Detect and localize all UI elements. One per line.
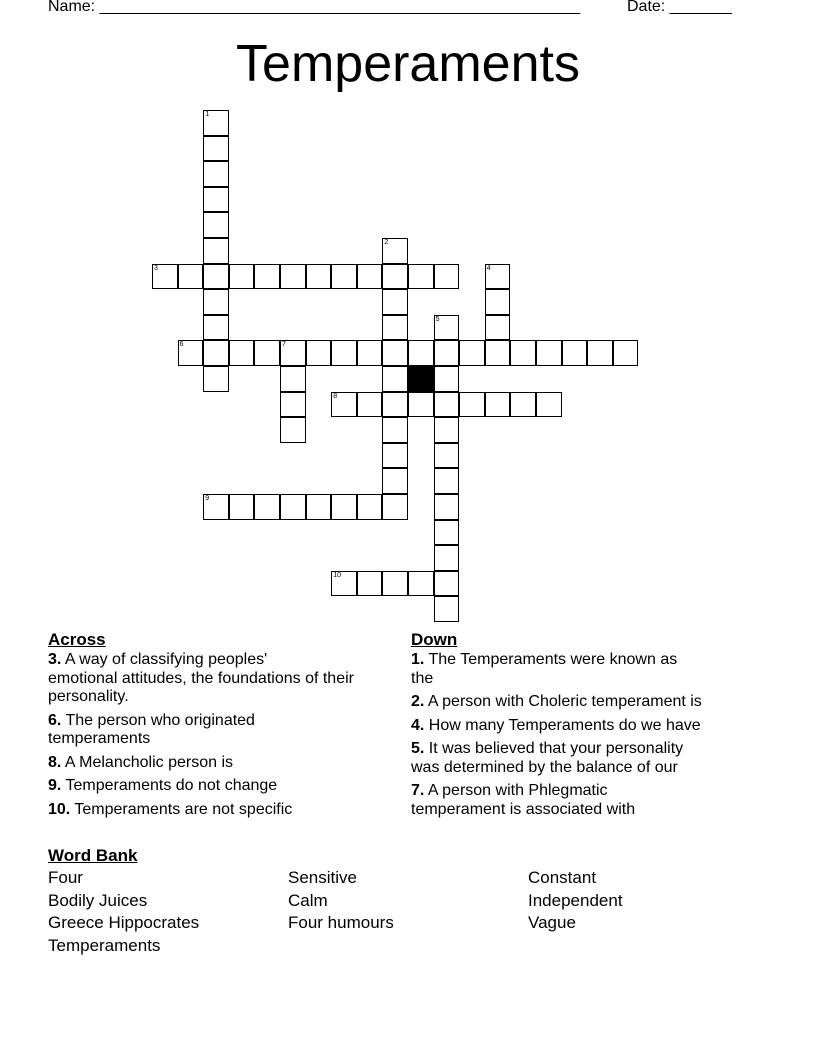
crossword-cell[interactable] — [280, 340, 306, 366]
crossword-cell[interactable] — [357, 340, 383, 366]
clue-text: personality. — [48, 688, 129, 705]
clue-text: was determined by the balance of our — [411, 758, 678, 776]
crossword-cell[interactable] — [280, 392, 306, 418]
crossword-cell[interactable] — [536, 392, 562, 418]
across-clues — [48, 630, 408, 824]
crossword-cell[interactable] — [485, 264, 511, 290]
crossword-cell[interactable] — [382, 366, 408, 392]
crossword-cell[interactable] — [280, 264, 306, 290]
crossword-cell[interactable] — [357, 494, 383, 520]
crossword-cell[interactable] — [382, 238, 408, 264]
word-bank-word: Four — [48, 868, 83, 887]
word-bank-heading: Word Bank — [48, 846, 138, 865]
crossword-cell[interactable] — [382, 571, 408, 597]
crossword-cell[interactable] — [587, 340, 613, 366]
clue-number: 1 — [205, 111, 210, 118]
crossword-cell[interactable] — [306, 264, 332, 290]
down-heading: Down — [411, 630, 458, 649]
crossword-cell[interactable] — [434, 494, 460, 520]
crossword-cell[interactable] — [459, 392, 485, 418]
clue-number: 10. — [48, 800, 71, 818]
clue-number: 4. — [411, 716, 425, 734]
crossword-cell[interactable] — [382, 417, 408, 443]
down-clue — [411, 717, 771, 736]
crossword-cell[interactable] — [382, 494, 408, 520]
word-bank-word: Four humours — [288, 913, 394, 933]
crossword-cell[interactable] — [485, 289, 511, 315]
clue-number: 10 — [333, 571, 341, 579]
crossword-cell[interactable] — [510, 392, 536, 418]
crossword-cell[interactable] — [357, 571, 383, 597]
across-clue — [48, 754, 408, 773]
crossword-cell[interactable] — [434, 571, 460, 597]
clue-text: temperaments — [48, 730, 151, 747]
crossword-cell[interactable] — [203, 315, 229, 341]
crossword-cell[interactable] — [536, 340, 562, 366]
clue-text: A way of classifying peoples' — [64, 651, 268, 668]
word-bank-column — [288, 867, 394, 935]
crossword-cell[interactable] — [434, 315, 460, 341]
clue-number: 6 — [179, 341, 184, 349]
crossword-cell[interactable] — [434, 468, 460, 494]
across-clue — [48, 651, 408, 707]
clue-number: 3. — [48, 651, 62, 668]
clue-number: 8. — [48, 753, 62, 771]
crossword-cell[interactable] — [203, 494, 229, 520]
crossword-cell[interactable] — [152, 264, 178, 290]
crossword-cell[interactable] — [331, 340, 357, 366]
word-bank-word: Calm — [288, 890, 328, 910]
crossword-cell[interactable] — [510, 340, 536, 366]
clue-number: 2 — [384, 239, 389, 246]
clue-number: 3 — [154, 264, 158, 272]
crossword-cell[interactable] — [280, 417, 306, 443]
crossword-cell[interactable] — [408, 571, 434, 597]
crossword-cell[interactable] — [203, 366, 229, 392]
crossword-cell[interactable] — [408, 340, 434, 366]
name-field-label: Name: ______________________________________________________ — [48, 0, 581, 15]
crossword-cell[interactable] — [229, 264, 255, 290]
crossword-cell[interactable] — [254, 494, 280, 520]
crossword-cell[interactable] — [306, 340, 332, 366]
crossword-cell[interactable] — [485, 392, 511, 418]
word-bank-word: Independent — [528, 890, 623, 910]
crossword-cell[interactable] — [357, 392, 383, 418]
crossword-cell[interactable] — [203, 340, 229, 366]
crossword-cell[interactable] — [203, 238, 229, 264]
crossword-cell[interactable] — [382, 443, 408, 469]
crossword-cell[interactable] — [229, 494, 255, 520]
down-clue — [411, 693, 771, 712]
crossword-cell[interactable] — [331, 264, 357, 290]
crossword-cell[interactable] — [331, 571, 357, 597]
clue-text: How many Temperaments do we have — [428, 716, 701, 734]
crossword-cell[interactable] — [434, 392, 460, 418]
crossword-cell[interactable] — [178, 264, 204, 290]
clue-text: A person with Phlegmatic — [427, 782, 608, 799]
clue-number: 9 — [205, 495, 210, 502]
clue-text: temperament is associated with — [411, 800, 636, 818]
clue-text: emotional attitudes, the foundations of their — [48, 669, 354, 687]
down-clues — [411, 630, 771, 824]
crossword-cell[interactable] — [229, 340, 255, 366]
across-heading: Across — [48, 630, 106, 649]
crossword-cell[interactable] — [382, 264, 408, 290]
word-bank-word: Temperaments — [48, 935, 161, 955]
crossword-cell[interactable] — [382, 340, 408, 366]
crossword-cell[interactable] — [203, 161, 229, 187]
across-clue — [48, 777, 408, 796]
crossword-cell[interactable] — [331, 494, 357, 520]
crossword-cell[interactable] — [408, 392, 434, 418]
crossword-cell[interactable] — [485, 315, 511, 341]
crossword-cell[interactable] — [280, 494, 306, 520]
crossword-cell[interactable] — [434, 443, 460, 469]
crossword-cell[interactable] — [203, 110, 229, 136]
clue-number: 2. — [411, 693, 425, 710]
crossword-cell[interactable] — [203, 264, 229, 290]
crossword-cell[interactable] — [408, 264, 434, 290]
crossword-cell[interactable] — [562, 340, 588, 366]
crossword-cell[interactable] — [203, 289, 229, 315]
clue-number: 6. — [48, 711, 62, 729]
crossword-cell[interactable] — [459, 340, 485, 366]
crossword-cell[interactable] — [434, 520, 460, 546]
crossword-cell[interactable] — [254, 340, 280, 366]
crossword-black-cell — [408, 366, 434, 392]
crossword-cell[interactable] — [331, 392, 357, 418]
word-bank-word: Bodily Juices — [48, 890, 148, 910]
clue-number: 4 — [486, 264, 491, 272]
clue-number: 9. — [48, 777, 62, 794]
crossword-cell[interactable] — [306, 494, 332, 520]
crossword-cell[interactable] — [203, 212, 229, 238]
clue-text: It was believed that your personality — [428, 740, 684, 757]
across-clue — [48, 712, 408, 749]
crossword-cell[interactable] — [382, 468, 408, 494]
clue-number: 5 — [435, 315, 440, 323]
down-clue — [411, 782, 771, 819]
word-bank-column — [48, 867, 199, 957]
down-clue — [411, 651, 771, 688]
crossword-cell[interactable] — [434, 366, 460, 392]
page-title: Temperaments — [236, 35, 580, 93]
crossword-cell[interactable] — [434, 417, 460, 443]
crossword-cell[interactable] — [382, 289, 408, 315]
crossword-cell[interactable] — [254, 264, 280, 290]
across-clue — [48, 801, 408, 820]
crossword-cell[interactable] — [613, 340, 639, 366]
clue-text: A person with Choleric temperament is — [427, 693, 702, 710]
word-bank-word: Sensitive — [288, 868, 357, 887]
clue-number: 7. — [411, 782, 425, 799]
down-clue — [411, 740, 771, 777]
crossword-cell[interactable] — [434, 340, 460, 366]
word-bank-column — [528, 867, 623, 935]
clue-number: 7 — [282, 341, 286, 349]
crossword-cell[interactable] — [485, 340, 511, 366]
word-bank-word: Constant — [528, 868, 597, 887]
clue-text: Temperaments are not specific — [74, 800, 293, 818]
clue-text: The person who originated — [65, 711, 255, 729]
word-bank-word: Greece Hippocrates — [48, 913, 200, 933]
crossword-cell[interactable] — [382, 315, 408, 341]
crossword-cell[interactable] — [434, 596, 460, 622]
crossword-cell[interactable] — [203, 187, 229, 213]
crossword-cell[interactable] — [382, 392, 408, 418]
crossword-cell[interactable] — [178, 340, 204, 366]
clue-number: 5. — [411, 740, 425, 757]
crossword-cell[interactable] — [280, 366, 306, 392]
crossword-cell[interactable] — [357, 264, 383, 290]
clue-text: A Melancholic person is — [64, 753, 233, 771]
crossword-cell[interactable] — [434, 264, 460, 290]
crossword-cell[interactable] — [203, 136, 229, 162]
date-field-label: Date: _______ — [627, 0, 732, 15]
clue-text: the — [411, 669, 434, 687]
clue-number: 1. — [411, 651, 425, 668]
clue-text: The Temperaments were known as — [428, 651, 678, 668]
word-bank-word: Vague — [528, 913, 576, 933]
clue-text: Temperaments do not change — [65, 777, 278, 794]
crossword-cell[interactable] — [434, 545, 460, 571]
clue-number: 8 — [333, 392, 338, 400]
